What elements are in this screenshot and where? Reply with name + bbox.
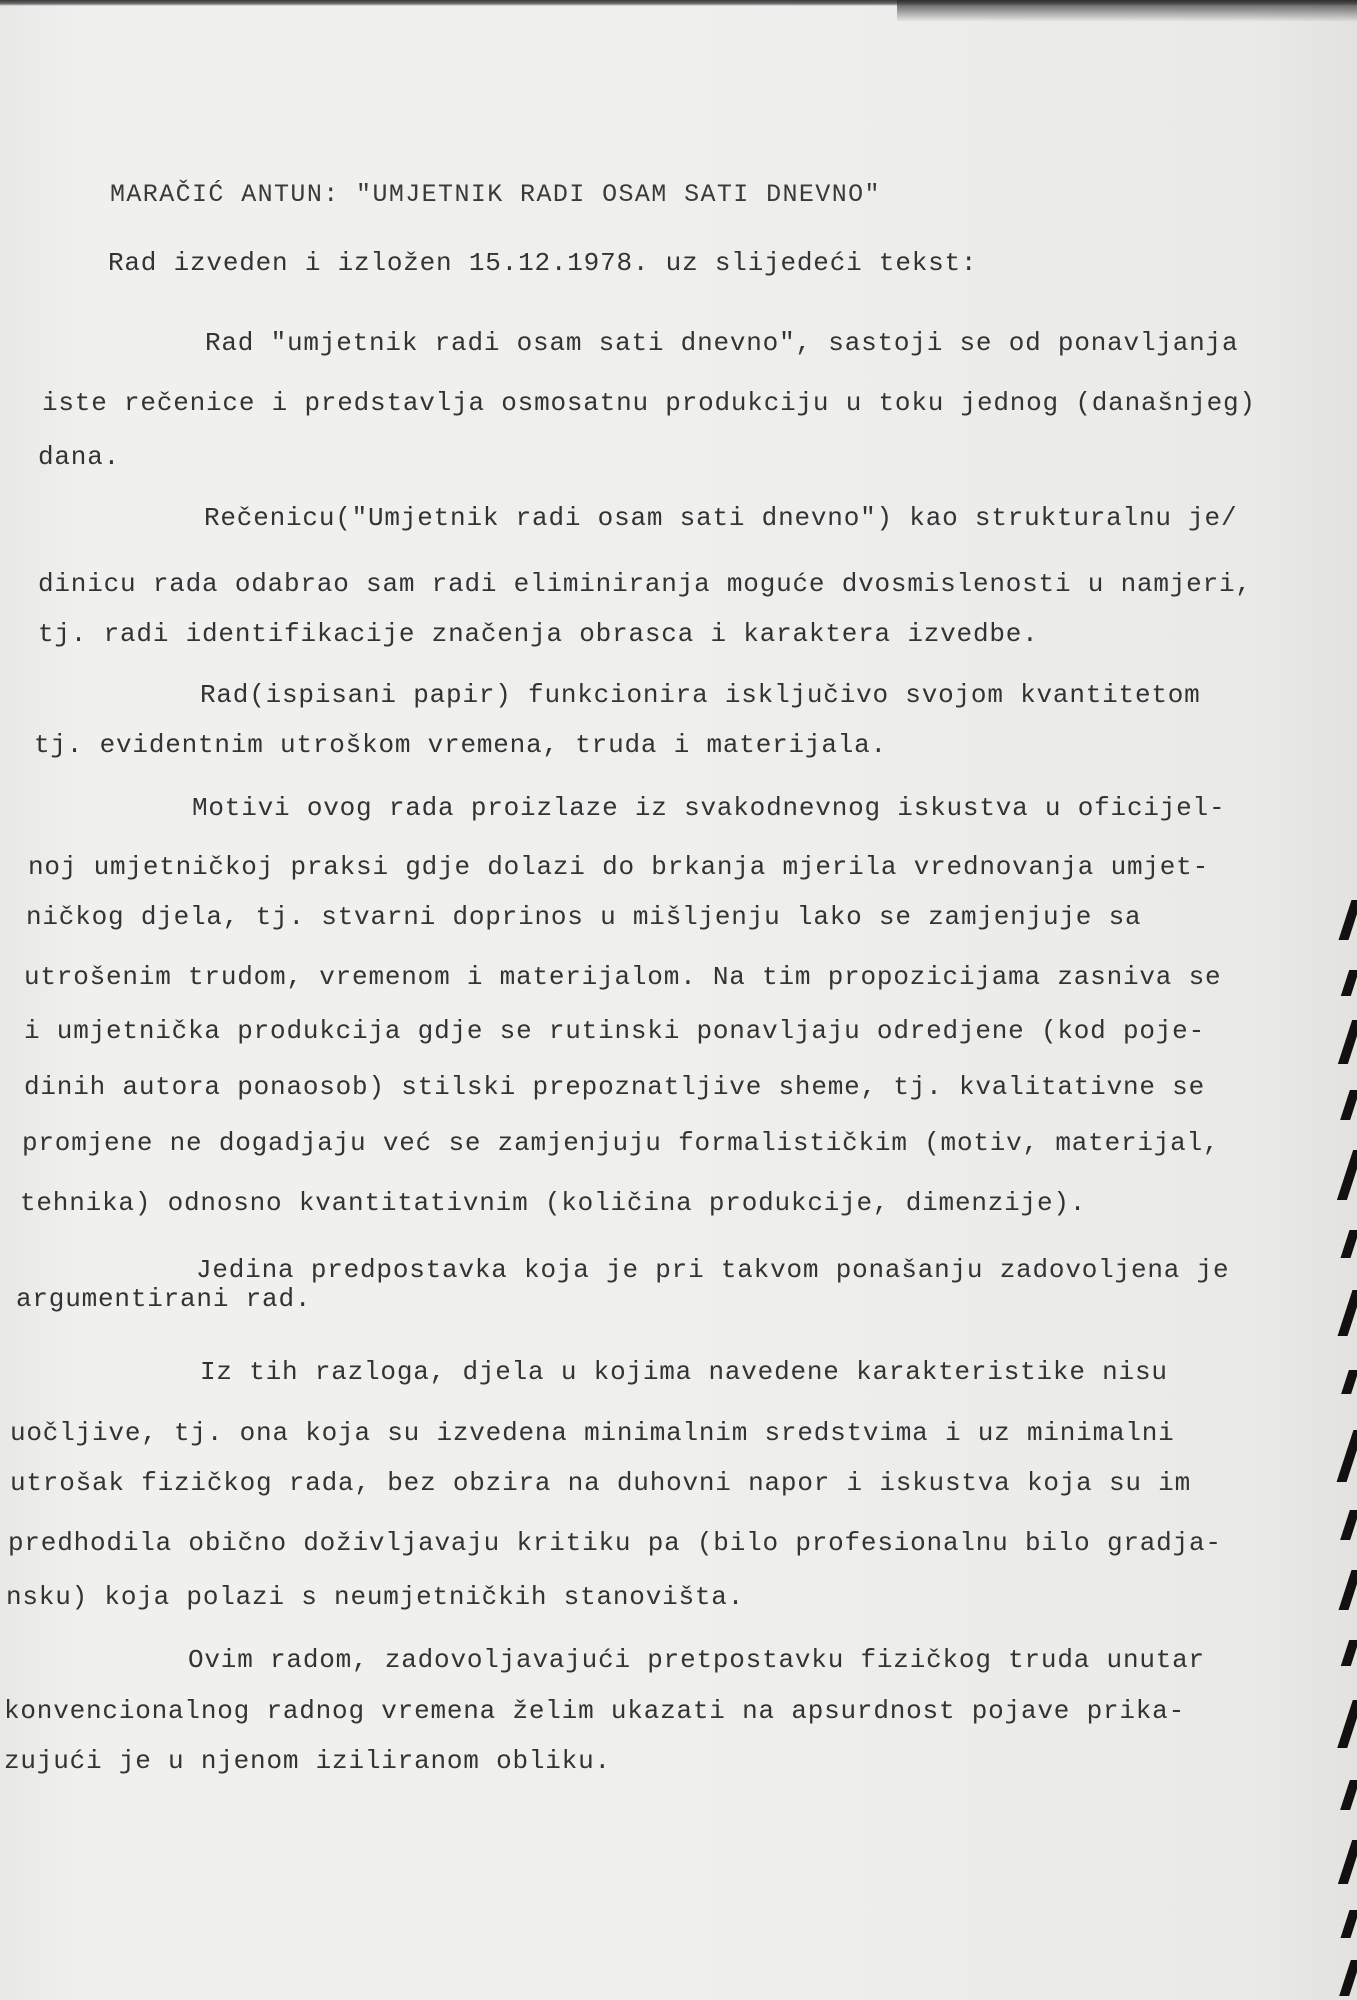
body-line-20: uočljive, tj. ona koja su izvedena minimalnim sredstvima i uz minimalni <box>10 1418 1175 1448</box>
body-line-3: dana. <box>38 442 121 472</box>
body-line-5: dinicu rada odabrao sam radi eliminiranja moguće dvosmislenosti u namjeri, <box>38 569 1252 599</box>
body-line-8: tj. evidentnim utroškom vremena, truda i materijala. <box>34 730 887 760</box>
document-heading: MARAČIĆ ANTUN: "UMJETNIK RADI OSAM SATI DNEVNO" <box>110 180 881 209</box>
body-line-19: Iz tih razloga, djela u kojima navedene karakteristike nisu <box>200 1357 1168 1387</box>
body-line-1: Rad "umjetnik radi osam sati dnevno", sastoji se od ponavljanja <box>205 328 1239 358</box>
body-line-14: dinih autora ponaosob) stilski prepoznatljive sheme, tj. kvalitativne se <box>24 1072 1205 1102</box>
body-line-13: i umjetnička produkcija gdje se rutinski ponavljaju odredjene (kod poje- <box>24 1016 1205 1046</box>
body-line-11: ničkog djela, tj. stvarni doprinos u mišljenju lako se zamjenjuje sa <box>26 902 1142 932</box>
body-line-17: Jedina predpostavka koja je pri takvom ponašanju zadovoljena je <box>196 1255 1230 1285</box>
body-line-7: Rad(ispisani papir) funkcionira isključivo svojom kvantitetom <box>200 680 1201 710</box>
body-line-25: konvencionalnog radnog vremena želim ukazati na apsurdnost pojave prika- <box>4 1696 1185 1726</box>
intro-line: Rad izveden i izložen 15.12.1978. uz slijedeći tekst: <box>108 248 978 278</box>
body-line-12: utrošenim trudom, vremenom i materijalom. Na tim propozicijama zasniva se <box>24 962 1222 992</box>
page-top-edge-scan-artifact <box>897 0 1357 22</box>
body-line-2: iste rečenice i predstavlja osmosatnu produkciju u toku jednog (današnjeg) <box>42 388 1256 418</box>
body-line-4: Rečenicu("Umjetnik radi osam sati dnevno") kao strukturalnu je/ <box>204 503 1238 533</box>
body-line-9: Motivi ovog rada proizlaze iz svakodnevnog iskustva u oficijel- <box>192 793 1226 823</box>
body-line-6: tj. radi identifikacije značenja obrasca i karaktera izvedbe. <box>38 619 1039 649</box>
body-line-16: tehnika) odnosno kvantitativnim (količina produkcije, dimenzije). <box>20 1188 1087 1218</box>
body-line-22: predhodila obično doživljavaju kritiku pa (bilo profesionalnu bilo gradja- <box>8 1528 1222 1558</box>
body-line-10: noj umjetničkoj praksi gdje dolazi do brkanja mjerila vrednovanja umjet- <box>28 852 1209 882</box>
body-line-21: utrošak fizičkog rada, bez obzira na duhovni napor i iskustva koja su im <box>10 1468 1191 1498</box>
body-line-23: nsku) koja polazi s neumjetničkih stanovišta. <box>6 1582 745 1612</box>
body-line-15: promjene ne dogadjaju već se zamjenjuju formalističkim (motiv, materijal, <box>22 1128 1220 1158</box>
body-line-24: Ovim radom, zadovoljavajući pretpostavku fizičkog truda unutar <box>188 1645 1205 1675</box>
body-line-18: argumentirani rad. <box>16 1284 312 1314</box>
body-line-26: zujući je u njenom iziliranom obliku. <box>4 1746 611 1776</box>
binding-edge-marks <box>1339 900 1357 2000</box>
